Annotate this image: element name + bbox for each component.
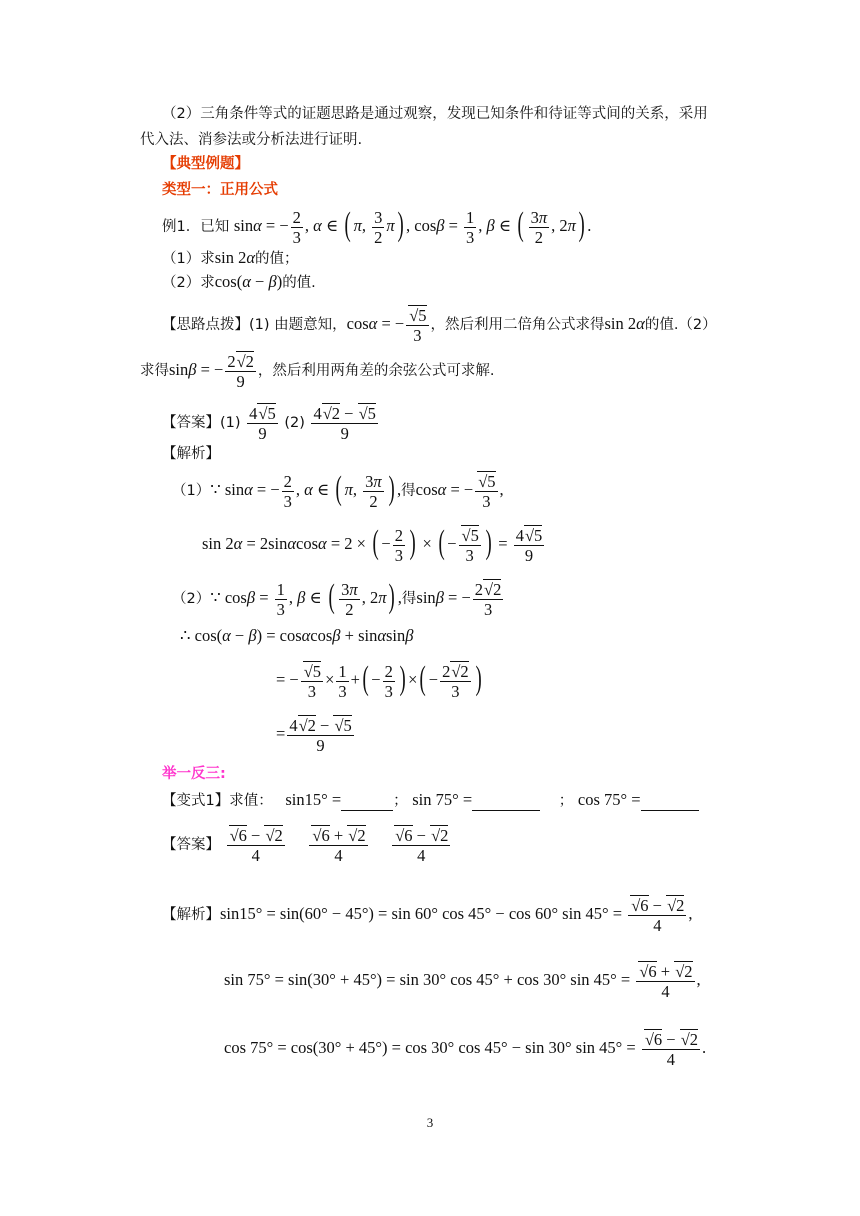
question-suffix: 的值. [282,275,316,291]
solution-2-step [276,712,356,757]
answer-blank [472,794,540,811]
answer-part: (1) [220,415,241,431]
paragraph-line: （2）三角条件等式的证题思路是通过观察，发现已知条件和待证等式间的关系，采用 [162,106,708,122]
answer-math: $\frac{4√2 - √5}{9}$ [313,403,376,443]
practice-heading: 举一反三: [162,766,226,782]
answer-blank [641,794,699,811]
solution-2-step [180,626,413,647]
solution-math: cosα = − $\frac{√5}{3}$ , [415,471,504,511]
hint [162,302,717,347]
hint-math: sinβ = − $\frac{2√2}{9}$ [169,351,254,391]
question-2 [162,272,316,293]
solution-text: 得 [401,483,416,499]
solution-label: （1） [172,483,211,499]
solution-math: = $\frac{4√2 - √5}{9}$ [276,715,352,755]
variant-math: sin15° = [285,790,342,809]
solution-2 [172,576,505,621]
question-label: （1）求 [162,251,215,267]
analysis-2-line-2 [224,958,701,1003]
question-suffix: 的值； [255,251,299,267]
answer [162,400,380,445]
solution-2-step [276,658,484,703]
analysis-label: 【解析】 [162,446,220,462]
analysis-2-line-3 [224,1026,706,1071]
example-label: 例1．已知 [162,219,230,235]
variant-label: 【变式1】 [162,793,230,809]
analysis-math: sin 75° = sin(30° + 45°) = sin 30° cos 45° + cos 30° sin 45° = $\frac{√6 + √2}{4}$ , [224,961,701,1001]
paragraph-line: 代入法、消参法或分析法进行证明. [140,132,363,148]
hint-label: 【思路点拨】 [162,317,249,333]
question-math: cos(α − β) [214,272,283,291]
answer-part: (2) [284,415,305,431]
analysis-math: sin15° = sin(60° − 45°) = sin 60° cos 45° − cos 60° sin 45° = $\frac{√6 - √2}{4}$ , [220,895,693,935]
hint-text: ，然后利用二倍角公式求得 [430,317,605,333]
analysis-label: 【解析】 [162,907,220,923]
example-math: sinα = − $\frac{2}{3}$ , α ∈ ( π, $\frac{3}{2}$ π) , cosβ = $\frac{1}{3}$ , β ∈ ( $\frac{3\pi}{2}$ , 2π) . [233,206,592,247]
answer-math: $\frac{√6 + √2}{4}$ [307,834,369,853]
separator: ； [393,793,408,809]
analysis-math: cos 75° = cos(30° + 45°) = cos 30° cos 45° − sin 30° sin 45° = $\frac{√6 - √2}{4}$ . [224,1029,707,1069]
solution-math: ∵ sinα = − $\frac{2}{3}$ , α ∈ ( π, $\frac{3\pi}{2}$ ) , [210,470,402,511]
variant-1 [162,790,699,811]
type-heading: 类型一：正用公式 [162,182,278,198]
answer-blank [341,794,393,811]
solution-math: = − $\frac{√5}{3}$ × $\frac{1}{3}$ +( − $\frac{2}{3}$ ) ×( − $\frac{2√2}{3}$ ) [276,660,482,701]
hint-line-2 [140,348,495,393]
answer-label: 【答案】 [162,415,220,431]
solution-math: sin 2α = 2sinαcosα = 2 × ( − $\frac{2}{3}$ ) × ( − $\frac{√5}{3}$ ) = $\frac{4√5}{9}$ [202,524,543,565]
answer-math: $\frac{4√5}{9}$ [249,403,276,443]
section-heading: 【典型例题】 [162,156,249,172]
variant-math: cos 75° = [577,790,641,809]
solution-1 [172,468,504,513]
hint-text: ，然后利用两角差的余弦公式可求解. [257,363,495,379]
hint-text: 求得 [140,363,169,379]
question-1 [162,248,299,269]
solution-1-step [202,522,546,567]
separator: ； [558,793,574,809]
solution-text: 得 [401,591,417,607]
answer-2 [162,822,452,867]
solution-label: （2） [172,591,211,607]
hint-math: cosα = − $\frac{√5}{3}$ [346,305,427,345]
hint-text: 的值.（2） [644,317,717,333]
variant-math: sin 75° = [412,790,473,809]
question-math: sin 2α [214,248,256,267]
solution-math: ∵ cosβ = $\frac{1}{3}$ , β ∈ ( $\frac{3\pi}{2}$ , 2π) , [210,578,402,619]
hint-text: (1) 由题意知， [249,317,347,333]
variant-text: 求值： [229,793,273,809]
hint-math: sin 2α [604,314,645,333]
page-number: 3 [426,1115,434,1130]
example-1 [162,206,591,247]
solution-math: sinβ = − $\frac{2√2}{3}$ [416,579,502,619]
answer-math: $\frac{√6 - √2}{4}$ [390,834,452,853]
answer-label: 【答案】 [162,837,220,853]
answer-math: $\frac{√6 - √2}{4}$ [225,834,287,853]
analysis-2-line-1 [162,892,693,937]
question-label: （2）求 [162,275,215,291]
solution-math: ∴ cos(α − β) = cosαcosβ + sinαsinβ [180,626,414,645]
